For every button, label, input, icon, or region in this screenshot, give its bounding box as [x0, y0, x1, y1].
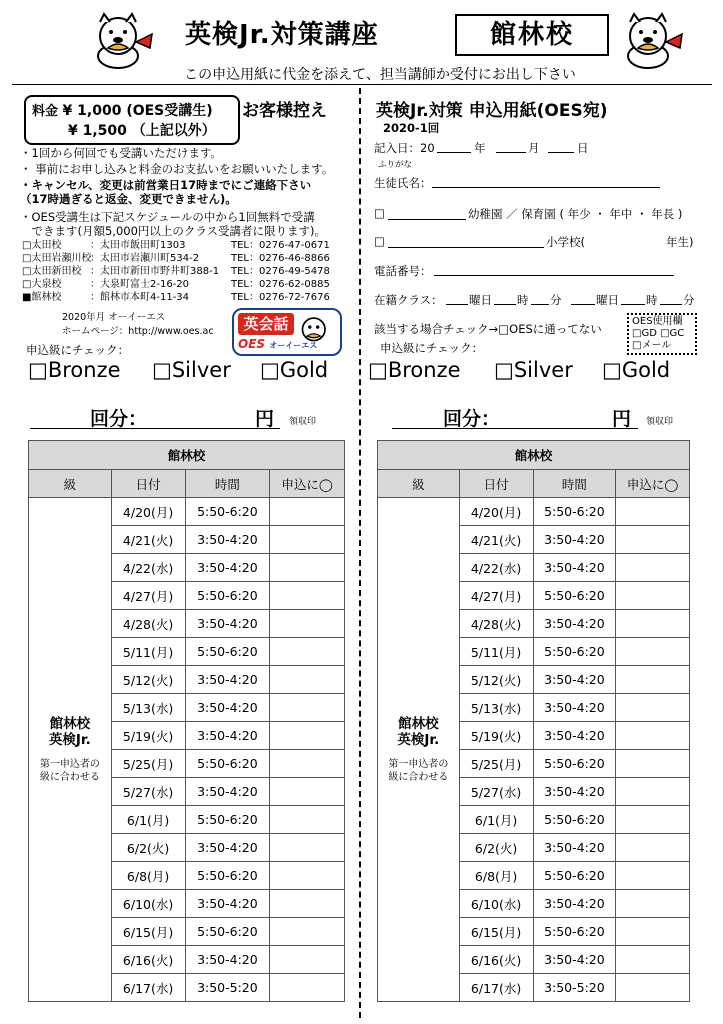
apply-check-cell[interactable]: [270, 638, 345, 666]
time-cell: 3:50-4:20: [185, 778, 270, 806]
level-bronze-checkbox[interactable]: □Bronze: [28, 358, 121, 382]
table-row: [378, 498, 690, 526]
date-cell: 6/2(火): [111, 834, 185, 862]
apply-check-cell[interactable]: [616, 666, 690, 694]
day-field[interactable]: [548, 152, 574, 153]
time-cell: 3:50-4:20: [185, 526, 270, 554]
name-label: 生徒氏名：: [374, 176, 432, 190]
oes-logo: [232, 308, 342, 356]
page-subtitle: この申込用紙に代金を添えて、担当講師か受付にお出し下さい: [184, 67, 576, 83]
class-day1-field[interactable]: [446, 304, 468, 305]
apply-check-cell[interactable]: [270, 862, 345, 890]
school-label: 小学校(: [546, 235, 585, 249]
date-cell: 6/8(月): [111, 862, 185, 890]
fee-oes: ¥ 1,000 (OES受講生): [62, 103, 213, 119]
apply-check-cell[interactable]: [270, 582, 345, 610]
kinder-checkbox[interactable]: □: [374, 206, 385, 220]
apply-check-cell[interactable]: [616, 918, 690, 946]
apply-check-cell[interactable]: [270, 778, 345, 806]
time-cell: 5:50-6:20: [185, 862, 270, 890]
apply-check-cell[interactable]: [616, 778, 690, 806]
level-gold-checkbox[interactable]: □Gold: [260, 358, 329, 382]
apply-check-cell[interactable]: [616, 750, 690, 778]
time-cell: 3:50-4:20: [185, 834, 270, 862]
apply-check-cell[interactable]: [616, 722, 690, 750]
col-header: 日付: [111, 470, 185, 498]
time-cell: 5:50-6:20: [185, 806, 270, 834]
date-cell: 6/10(水): [459, 890, 533, 918]
class-min2-field[interactable]: [660, 304, 682, 305]
date-cell: 5/19(火): [111, 722, 185, 750]
date-cell: 5/12(火): [111, 666, 185, 694]
school-checkbox[interactable]: □: [374, 234, 385, 248]
time-cell: 5:50-6:20: [533, 750, 616, 778]
date-cell: 6/17(水): [459, 974, 533, 1002]
date-cell: 6/17(水): [111, 974, 185, 1002]
time-cell: 3:50-4:20: [185, 666, 270, 694]
group-title: 館林校: [49, 715, 91, 732]
page-title: 英検Jr.対策講座: [185, 20, 379, 50]
yen-label: 円: [612, 408, 632, 430]
date-cell: 5/25(月): [111, 750, 185, 778]
apply-check-cell[interactable]: [270, 946, 345, 974]
date-cell: 6/1(月): [111, 806, 185, 834]
apply-check-cell[interactable]: [270, 610, 345, 638]
note-line: ・1回から何回でも受講いただけます。: [20, 146, 222, 160]
apply-check-cell[interactable]: [616, 554, 690, 582]
col-header: 時間: [533, 470, 616, 498]
time-cell: 3:50-4:20: [533, 722, 616, 750]
class-hour2-field[interactable]: [621, 304, 645, 305]
schedule-table: [28, 440, 345, 1002]
date-cell: 5/19(火): [459, 722, 533, 750]
phone-label: 電話番号：: [374, 264, 432, 278]
time-cell: 3:50-5:20: [185, 974, 270, 1002]
date-cell: 5/11(月): [111, 638, 185, 666]
date-cell: 5/13(水): [459, 694, 533, 722]
time-cell: 3:50-5:20: [533, 974, 616, 1002]
time-cell: 5:50-6:20: [533, 638, 616, 666]
date-cell: 6/1(月): [459, 806, 533, 834]
apply-check-cell[interactable]: [270, 806, 345, 834]
amount-line: [392, 428, 638, 429]
date-cell: 5/12(火): [459, 666, 533, 694]
apply-check-cell[interactable]: [616, 974, 690, 1002]
time-cell: 5:50-6:20: [185, 498, 270, 526]
fee-box: [24, 95, 240, 145]
date-cell: 5/27(水): [111, 778, 185, 806]
apply-check-cell[interactable]: [616, 526, 690, 554]
apply-check-cell[interactable]: [616, 806, 690, 834]
count-label: 回分：: [90, 408, 148, 430]
date-cell: 4/21(火): [459, 526, 533, 554]
stamp-label: 領収印: [289, 417, 317, 427]
apply-check-cell[interactable]: [270, 498, 345, 526]
level-silver-checkbox[interactable]: □Silver: [152, 358, 231, 382]
check-label: 申込級にチェック：: [380, 341, 484, 355]
apply-check-cell[interactable]: [616, 498, 690, 526]
time-cell: 3:50-4:20: [533, 610, 616, 638]
time-cell: 3:50-4:20: [185, 554, 270, 582]
date-cell: 6/15(月): [459, 918, 533, 946]
apply-check-cell[interactable]: [616, 946, 690, 974]
col-header: 日付: [459, 470, 533, 498]
kinder-label: 幼稚園 ／ 保育園 ( 年少 ・ 年中 ・ 年長 ): [468, 207, 683, 221]
branch-box: 館林校: [455, 14, 609, 56]
time-cell: 5:50-6:20: [533, 498, 616, 526]
fee-label: 料金: [32, 104, 59, 119]
homepage-link[interactable]: ホームページ：http://www.oes.ac: [62, 326, 214, 337]
time-cell: 3:50-4:20: [185, 694, 270, 722]
level-bronze-checkbox[interactable]: □Bronze: [368, 358, 461, 382]
time-cell: 5:50-6:20: [533, 918, 616, 946]
date-cell: 5/13(水): [111, 694, 185, 722]
bulldog-mascot-icon: [620, 12, 684, 70]
apply-check-cell[interactable]: [270, 890, 345, 918]
class-day2-field[interactable]: [571, 304, 595, 305]
col-header: 級: [378, 470, 460, 498]
bulldog-mascot-icon: [90, 12, 154, 70]
class-label: 在籍クラス：: [374, 293, 443, 307]
apply-check-cell[interactable]: [270, 526, 345, 554]
month-field[interactable]: [496, 152, 526, 153]
date-cell: 5/11(月): [459, 638, 533, 666]
date-cell: 5/27(水): [459, 778, 533, 806]
customer-copy-label: お客様控え: [242, 101, 327, 121]
col-header: 申込に◯: [270, 470, 345, 498]
amount-line: [30, 428, 280, 429]
time-cell: 3:50-4:20: [533, 834, 616, 862]
apply-check-cell[interactable]: [616, 834, 690, 862]
class-min1-field[interactable]: [531, 304, 549, 305]
time-cell: 5:50-6:20: [533, 862, 616, 890]
time-cell: 5:50-6:20: [185, 582, 270, 610]
schedule-table: [377, 440, 690, 1002]
oes-check[interactable]: 該当する場合チェック→□OESに通ってない: [374, 322, 602, 336]
fee-other: ¥ 1,500 （上記以外）: [68, 123, 216, 139]
group-title: 英検Jr.: [48, 731, 91, 748]
phone-field[interactable]: [434, 275, 674, 276]
date-org: 2020年月 オーイーエス: [62, 312, 166, 323]
apply-check-cell[interactable]: [270, 666, 345, 694]
date-cell: 4/20(月): [111, 498, 185, 526]
apply-check-cell[interactable]: [270, 722, 345, 750]
apply-check-cell[interactable]: [616, 582, 690, 610]
date-cell: 4/21(火): [111, 526, 185, 554]
logo-text: 英会話: [238, 313, 294, 335]
apply-check-cell[interactable]: [270, 834, 345, 862]
table-row: [29, 498, 345, 526]
group-note: 第一申込者の 級に合わせる: [388, 758, 449, 783]
date-cell: 6/10(水): [111, 890, 185, 918]
year-field[interactable]: [437, 152, 471, 153]
kinder-name-field[interactable]: [388, 219, 466, 220]
time-cell: 3:50-4:20: [185, 946, 270, 974]
table-branch-header: 館林校: [29, 441, 345, 470]
time-cell: 3:50-4:20: [533, 890, 616, 918]
form-title: 英検Jr.対策 申込用紙(OES宛): [376, 101, 608, 121]
time-cell: 5:50-6:20: [533, 582, 616, 610]
apply-check-cell[interactable]: [270, 974, 345, 1002]
header-divider: [12, 84, 712, 85]
apply-check-cell[interactable]: [616, 638, 690, 666]
time-cell: 3:50-4:20: [533, 554, 616, 582]
date-cell: 4/27(月): [459, 582, 533, 610]
date-cell: 6/8(月): [459, 862, 533, 890]
apply-check-cell[interactable]: [270, 694, 345, 722]
student-name-field[interactable]: [432, 187, 660, 188]
group-title: 館林校: [398, 715, 439, 732]
time-cell: 5:50-6:20: [185, 750, 270, 778]
time-cell: 3:50-4:20: [533, 946, 616, 974]
logo-brand: OES: [238, 337, 266, 351]
logo-kana: オーイーエス: [269, 341, 318, 350]
oes-note: ・OES受講生は下記スケジュールの中から1回無料で受講: [20, 210, 315, 224]
oes-note: できます(月額5,000円以上のクラス受講者に限ります)。: [20, 224, 327, 238]
time-cell: 3:50-4:20: [533, 778, 616, 806]
level-silver-checkbox[interactable]: □Silver: [494, 358, 573, 382]
check-label: 申込級にチェック：: [26, 343, 130, 357]
group-title: 英検Jr.: [397, 731, 440, 748]
date-cell: 6/15(月): [111, 918, 185, 946]
count-label: 回分：: [443, 408, 501, 430]
time-cell: 5:50-6:20: [185, 918, 270, 946]
col-header: 時間: [185, 470, 270, 498]
time-cell: 3:50-4:20: [533, 666, 616, 694]
form-session: 2020-1回: [383, 121, 440, 135]
date-cell: 4/27(月): [111, 582, 185, 610]
date-cell: 4/28(火): [111, 610, 185, 638]
oes-use-box: OES使用欄 □GD □GC □メール: [627, 313, 697, 355]
col-header: 申込に◯: [616, 470, 690, 498]
apply-check-cell[interactable]: [270, 918, 345, 946]
furigana-label: ふりがな: [378, 160, 413, 170]
time-cell: 5:50-6:20: [185, 638, 270, 666]
cancel-note: ・キャンセル、変更は前営業日17時までにご連絡下さい: [20, 178, 312, 192]
apply-check-cell[interactable]: [616, 890, 690, 918]
time-cell: 3:50-4:20: [185, 722, 270, 750]
yen-label: 円: [255, 408, 275, 430]
date-cell: 6/16(火): [459, 946, 533, 974]
group-note: 第一申込者の 級に合わせる: [39, 758, 100, 783]
cancel-note: （17時過ぎると返金、変更できません)。: [20, 192, 237, 206]
bulldog-mascot-icon: [298, 314, 334, 348]
col-header: 級: [29, 470, 112, 498]
date-cell: 4/28(火): [459, 610, 533, 638]
date-cell: 6/16(火): [111, 946, 185, 974]
apply-check-cell[interactable]: [270, 750, 345, 778]
date-cell: 5/25(月): [459, 750, 533, 778]
time-cell: 3:50-4:20: [185, 890, 270, 918]
level-group-cell: [378, 498, 460, 1002]
apply-check-cell[interactable]: [616, 862, 690, 890]
note-line: ・ 事前にお申し込みと料金のお支払いをお願いいたします。: [20, 162, 334, 176]
school-name-field[interactable]: [388, 247, 544, 248]
stamp-label: 領収印: [646, 417, 674, 427]
apply-check-cell[interactable]: [270, 554, 345, 582]
grade-label: 年生): [666, 235, 694, 249]
date-cell: 4/22(水): [459, 554, 533, 582]
date-label: 記入日：20: [374, 141, 435, 155]
time-cell: 3:50-4:20: [533, 526, 616, 554]
table-branch-header: 館林校: [378, 441, 690, 470]
apply-check-cell[interactable]: [616, 694, 690, 722]
level-group-cell: [29, 498, 112, 1002]
date-cell: 4/20(月): [459, 498, 533, 526]
time-cell: 3:50-4:20: [533, 694, 616, 722]
date-cell: 4/22(水): [111, 554, 185, 582]
level-gold-checkbox[interactable]: □Gold: [602, 358, 671, 382]
date-cell: 6/2(火): [459, 834, 533, 862]
cut-line: [359, 88, 361, 1018]
time-cell: 3:50-4:20: [185, 610, 270, 638]
time-cell: 5:50-6:20: [533, 806, 616, 834]
apply-check-cell[interactable]: [616, 610, 690, 638]
class-hour1-field[interactable]: [494, 304, 516, 305]
